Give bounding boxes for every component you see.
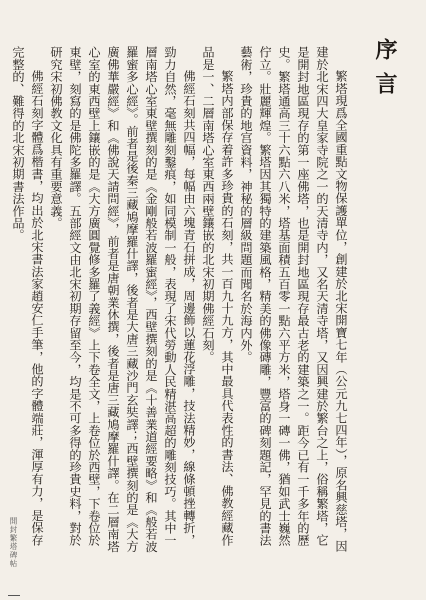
page-mark bbox=[8, 595, 20, 596]
paragraph-3: 佛經石刻共四幅，每幅由六塊青石拼成，周邊飾以蓮花浮雕，技法精妙，線條頓挫轉折，勁力自然，毫無雕刻鑿痕，如同模制一般，表現了宋代勞動人民精湛高超的雕刻技巧。其中一層南塔心室東壁撰刻的是《金剛般若波羅蜜經》，西壁撰刻的是《十善業道經要略》和《般若波羅蜜多心經》。前者是後秦三藏鳩摩羅什譯，後者是大唐三藏沙門玄奘譯；西壁撰刻的是《大方廣佛華嚴經》和《佛說天請問經》，前者是唐朝業休撰，後者是唐三藏鳩摩羅什譯。在二層南塔心室的東西壁上鑲嵌的是《大方廣圓覺修多羅了義經》上下卷全文，上卷位於西壁，下卷位於東壁，刻寫的是佛陀多羅譯。五部經文由北宋初期存留至今，均是不可多得的珍貴史料，對於研究宋初佛教文化具有重要意義。 bbox=[49, 46, 196, 553]
paragraph-1: 繁塔現爲全國重點文物保護單位，創建於北宋開寶七年（公元九七四年），原名興慈塔，因建於北宋四大皇家寺院之一的天清寺内，又名天清寺塔，又因興建於繁台之上，俗稱繁塔，它是開封地區現存的第一座佛塔，也是開封地區現存最古老的建築之一。距今已有一千多年的歷史。繁塔通高三十六點六八米，塔基面積五百零一點六平方米，塔身一磚一佛，猶如武士巍然佇立。壯麗輝煌。繁塔因其獨特的建築風格，精美的佛像磚雕，豐富的碑刻題記，罕見的書法藝術，珍貴的地宫資料，神秘的層級問題而聞名於海内外。 bbox=[239, 46, 348, 553]
book-title-footer: 開封繁塔碑帖 bbox=[9, 517, 18, 568]
paragraph-4: 佛經石刻字體爲楷書，均出於北宋書法家趙安仁手筆，他的字體端莊，渾厚有力，是保存完整的、難得的北宋初期書法作品。 bbox=[11, 46, 44, 547]
page-title: 序言 bbox=[372, 38, 398, 106]
paragraph-2: 繁塔内部保存着許多珍貴的石刻，共一百九十九方，其中最具代表性的書法、佛教經藏作品是一、二層南塔心室東西兩壁鑲嵌的北宋初期佛經石刻。 bbox=[201, 46, 234, 547]
